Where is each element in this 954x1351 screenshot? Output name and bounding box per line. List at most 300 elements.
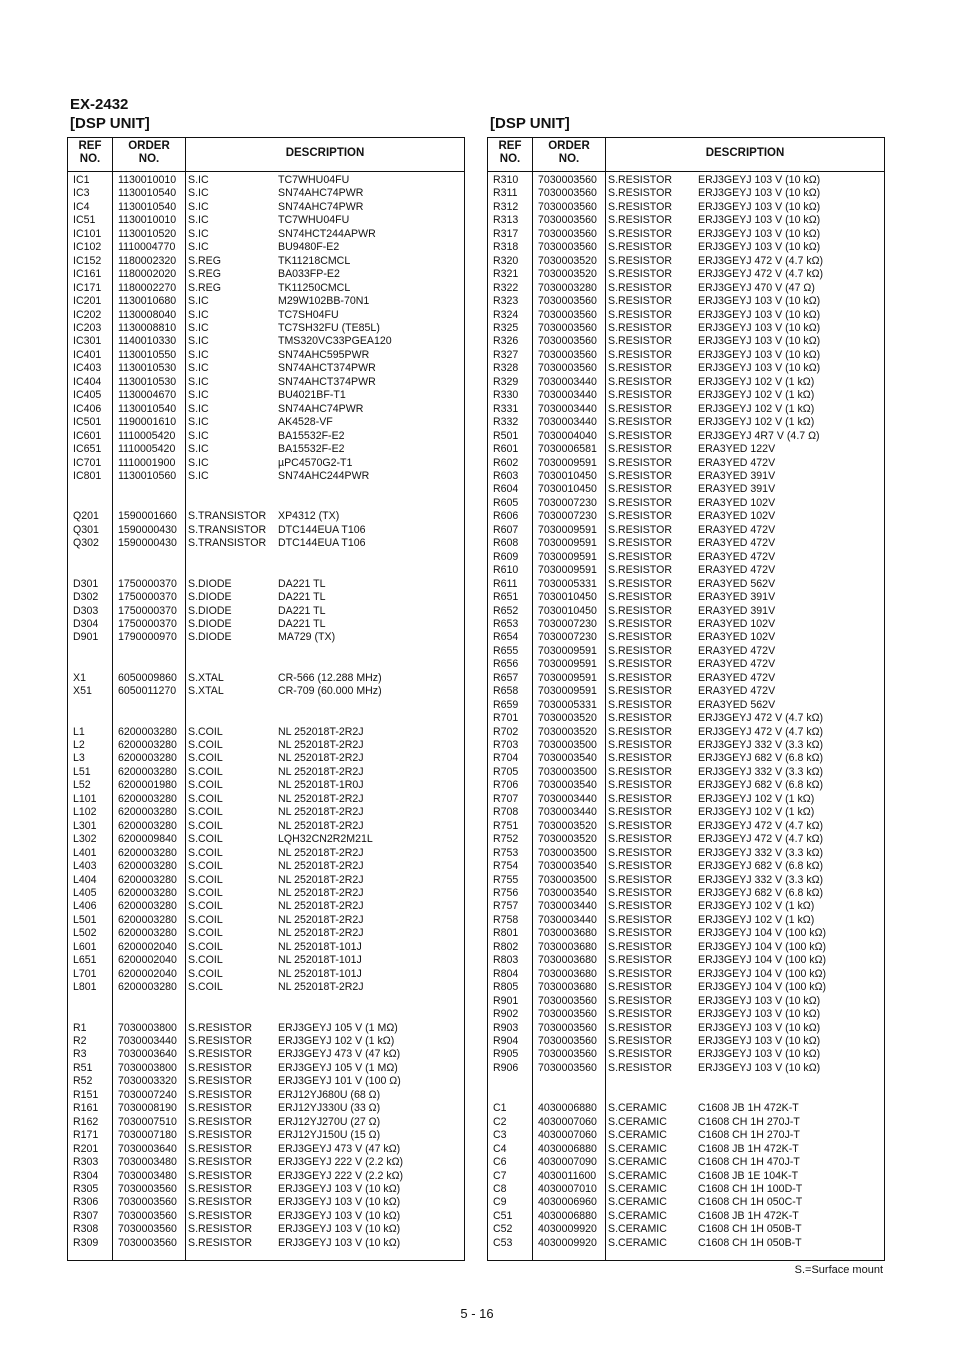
table-row	[68, 578, 464, 591]
table-row	[488, 968, 884, 981]
part-type: S.RESISTOR	[188, 1142, 252, 1155]
part-type: S.COIL	[188, 765, 223, 778]
table-row	[68, 1008, 464, 1021]
table-body	[68, 174, 464, 1250]
part-type: S.RESISTOR	[608, 860, 672, 873]
part-description: ERJ3GEYJ 103 V (10 kΩ)	[698, 335, 821, 348]
part-type: S.RESISTOR	[608, 1008, 672, 1021]
table-row	[68, 672, 464, 685]
order-no: 6050009860	[118, 671, 177, 684]
table-row	[68, 806, 464, 819]
ref-no: R607	[493, 523, 519, 536]
part-description: ERJ3GEYJ 103 V (10 kΩ)	[698, 1048, 821, 1061]
ref-no: R317	[493, 227, 519, 240]
part-type: S.RESISTOR	[608, 214, 672, 227]
ref-no: R655	[493, 644, 519, 657]
table-row	[68, 551, 464, 564]
ref-no: R604	[493, 483, 519, 496]
ref-no: IC601	[73, 429, 102, 442]
part-type: S.COIL	[188, 873, 223, 886]
table-row	[488, 658, 884, 671]
order-no: 7030003560	[538, 1048, 597, 1061]
part-description: DTC144EUA T106	[278, 523, 366, 536]
table-row	[68, 309, 464, 322]
table-row	[68, 483, 464, 496]
order-no: 6050011270	[118, 685, 177, 698]
ref-no: R329	[493, 375, 519, 388]
ref-no: L3	[73, 752, 85, 765]
part-type: S.COIL	[188, 846, 223, 859]
table-row	[488, 860, 884, 873]
part-description: ERJ3GEYJ 332 V (3.3 kΩ)	[698, 873, 824, 886]
table-row	[488, 1196, 884, 1209]
part-description: ERJ3GEYJ 103 V (10 kΩ)	[698, 1035, 821, 1047]
table-row	[488, 820, 884, 833]
part-description: µPC4570G2-T1	[278, 456, 353, 469]
part-type: S.COIL	[188, 779, 223, 792]
part-type: S.REG	[188, 268, 221, 281]
part-description: ERA3YED 472V	[698, 685, 776, 698]
table-row	[488, 564, 884, 577]
part-type: S.IC	[188, 469, 209, 482]
part-description: C1608 CH 1H 050B-T	[698, 1236, 802, 1249]
order-no: 7030007230	[538, 631, 597, 644]
part-type: S.COIL	[188, 860, 223, 873]
order-no: 7030003800	[118, 1061, 177, 1074]
table-row	[68, 1237, 464, 1250]
order-no: 6200003280	[118, 900, 177, 913]
part-type: S.COIL	[188, 900, 223, 913]
table-row	[68, 1210, 464, 1223]
ref-no: R2	[73, 1035, 87, 1047]
part-type: S.RESISTOR	[608, 887, 672, 900]
part-description: SN74AHC595PWR	[278, 348, 370, 361]
part-type: S.RESISTOR	[608, 792, 672, 805]
part-type: S.COIL	[188, 887, 223, 900]
order-no: 7030003320	[118, 1075, 177, 1088]
table-row	[488, 362, 884, 375]
part-description: ERA3YED 472V	[698, 671, 776, 684]
ref-no: R311	[493, 187, 518, 200]
order-no: 6200003280	[118, 860, 177, 873]
part-type: S.RESISTOR	[608, 967, 672, 980]
ref-no: L1	[73, 725, 85, 738]
table-row	[488, 416, 884, 429]
ref-no: IC401	[73, 348, 102, 361]
part-type: S.RESISTOR	[608, 174, 672, 186]
part-type: S.RESISTOR	[608, 577, 672, 590]
part-description: NL 252018T-2R2J	[278, 819, 364, 832]
table-row	[68, 1116, 464, 1129]
order-no: 1130010550	[118, 348, 177, 361]
part-description: ERA3YED 562V	[698, 577, 776, 590]
part-type: S.RESISTOR	[188, 1156, 252, 1169]
table-row	[488, 591, 884, 604]
part-type: S.RESISTOR	[608, 496, 672, 509]
ref-no: IC801	[73, 469, 102, 482]
order-no: 1130010010	[118, 214, 177, 227]
table-row	[68, 793, 464, 806]
table-row	[68, 699, 464, 712]
part-description: ERJ3GEYJ 332 V (3.3 kΩ)	[698, 765, 824, 778]
order-no: 7030003680	[538, 940, 597, 953]
ref-no: R309	[73, 1236, 99, 1249]
order-no: 1110004770	[118, 241, 176, 254]
table-row	[68, 416, 464, 429]
order-no: 6200003280	[118, 927, 177, 940]
ref-no: R602	[493, 456, 519, 469]
ref-no: IC51	[73, 214, 96, 227]
ref-no: R306	[73, 1196, 99, 1209]
order-no: 7030007230	[538, 496, 597, 509]
order-no: 7030003560	[118, 1236, 177, 1249]
order-no: 1130008040	[118, 308, 177, 321]
part-type: S.CERAMIC	[608, 1142, 667, 1155]
order-no: 1110005420	[118, 443, 176, 456]
part-type: S.IC	[188, 456, 209, 469]
part-type: S.RESISTOR	[608, 846, 672, 859]
part-type: S.RESISTOR	[608, 913, 672, 926]
part-type: S.CERAMIC	[608, 1223, 667, 1236]
part-type: S.RESISTOR	[608, 389, 672, 402]
part-description: TC7SH04FU	[278, 308, 339, 321]
order-no: 7030003560	[538, 1008, 597, 1021]
ref-no: IC161	[73, 268, 102, 281]
ref-no: R906	[493, 1061, 519, 1074]
table-row	[488, 712, 884, 725]
part-type: S.DIODE	[188, 617, 232, 630]
part-type: S.RESISTOR	[188, 1088, 252, 1101]
order-no: 6200009840	[118, 833, 177, 846]
part-type: S.RESISTOR	[608, 617, 672, 630]
part-description: SN74HCT244APWR	[278, 227, 376, 240]
table-row	[68, 457, 464, 470]
table-row	[488, 887, 884, 900]
table-row	[68, 322, 464, 335]
part-description: ERJ3GEYJ 103 V (10 kΩ)	[698, 321, 821, 334]
part-type: S.RESISTOR	[608, 402, 672, 415]
ref-no: L301	[73, 819, 97, 832]
header-description: DESCRIPTION	[285, 147, 365, 159]
ref-no: C9	[493, 1196, 507, 1209]
order-no: 7030003520	[538, 725, 597, 738]
part-description: ERJ3GEYJ 105 V (1 MΩ)	[278, 1021, 398, 1034]
part-description: C1608 CH 1H 100D-T	[698, 1182, 803, 1195]
ref-no: R754	[493, 860, 519, 873]
ref-no: R328	[493, 362, 519, 375]
order-no: 7030003800	[118, 1021, 177, 1034]
part-type: S.RESISTOR	[608, 362, 672, 375]
part-description: ERJ3GEYJ 332 V (3.3 kΩ)	[698, 846, 824, 859]
order-no: 7030009591	[538, 523, 597, 536]
part-description: ERA3YED 472V	[698, 456, 776, 469]
ref-no: L302	[73, 833, 97, 846]
ref-no: R501	[493, 429, 519, 442]
ref-no: R331	[493, 402, 519, 415]
table-row	[68, 470, 464, 483]
part-type: S.IC	[188, 348, 209, 361]
part-description: ERJ3GEYJ 103 V (10 kΩ)	[278, 1236, 401, 1249]
part-description: NL 252018T-2R2J	[278, 725, 364, 738]
table-row	[488, 739, 884, 752]
order-no: 6200003280	[118, 846, 177, 859]
part-description: BU4021BF-T1	[278, 389, 346, 402]
part-type: S.RESISTOR	[608, 281, 672, 294]
table-row	[488, 726, 884, 739]
part-description: DA221 TL	[278, 604, 326, 617]
table-row	[488, 618, 884, 631]
table-row	[488, 389, 884, 402]
table-row	[68, 927, 464, 940]
part-type: S.RESISTOR	[608, 1021, 672, 1034]
table-row	[488, 1022, 884, 1035]
ref-no: R654	[493, 631, 519, 644]
table-row	[488, 954, 884, 967]
order-no: 7030003560	[538, 348, 597, 361]
table-row	[68, 1170, 464, 1183]
table-row	[68, 739, 464, 752]
part-type: S.RESISTOR	[188, 1236, 252, 1249]
order-no: 7030003480	[118, 1156, 177, 1169]
part-description: ERJ3GEYJ 103 V (10 kΩ)	[698, 174, 821, 186]
order-no: 7030003560	[538, 321, 597, 334]
order-no: 7030009591	[538, 644, 597, 657]
order-no: 1750000370	[118, 591, 177, 604]
right-section-title: [DSP UNIT]	[490, 115, 570, 132]
table-row	[68, 591, 464, 604]
surface-mount-note: S.=Surface mount	[794, 1264, 883, 1276]
part-type: S.RESISTOR	[608, 739, 672, 752]
order-no: 6200002040	[118, 967, 177, 980]
table-row	[68, 954, 464, 967]
table-row	[488, 228, 884, 241]
part-type: S.RESISTOR	[608, 321, 672, 334]
part-description: ERA3YED 562V	[698, 698, 776, 711]
order-no: 1190001610	[118, 416, 177, 429]
header-divider	[68, 171, 464, 172]
table-row	[68, 860, 464, 873]
part-description: C1608 CH 1H 050C-T	[698, 1196, 803, 1209]
order-no: 1130010680	[118, 295, 177, 308]
order-no: 7030003440	[538, 375, 597, 388]
part-description: ERA3YED 122V	[698, 443, 776, 456]
ref-no: R802	[493, 940, 519, 953]
order-no: 7030003680	[538, 981, 597, 994]
part-type: S.RESISTOR	[608, 806, 672, 819]
table-row	[488, 349, 884, 362]
part-type: S.REG	[188, 254, 221, 267]
part-description: ERJ3GEYJ 4R7 V (4.7 Ω)	[698, 429, 820, 442]
ref-no: R332	[493, 416, 519, 429]
table-row	[68, 1143, 464, 1156]
order-no: 7030003560	[538, 295, 597, 308]
part-type: S.IC	[188, 174, 209, 186]
part-description: TC7WHU04FU	[278, 174, 350, 186]
ref-no: L2	[73, 739, 85, 752]
part-type: S.RESISTOR	[608, 510, 672, 523]
table-row	[488, 914, 884, 927]
part-description: NL 252018T-2R2J	[278, 927, 364, 940]
ref-no: R657	[493, 671, 519, 684]
part-description: ERA3YED 391V	[698, 604, 776, 617]
part-type: S.COIL	[188, 981, 223, 994]
ref-no: L406	[73, 900, 97, 913]
table-row	[68, 1022, 464, 1035]
part-type: S.IC	[188, 321, 209, 334]
table-row	[488, 1116, 884, 1129]
part-description: CR-566 (12.288 MHz)	[278, 671, 382, 684]
ref-no: R652	[493, 604, 519, 617]
ref-no: R308	[73, 1223, 99, 1236]
part-description: ERJ3GEYJ 472 V (4.7 kΩ)	[698, 819, 824, 832]
order-no: 7030003280	[538, 281, 597, 294]
order-no: 7030007230	[538, 510, 597, 523]
part-description: MA729 (TX)	[278, 631, 336, 644]
order-no: 7030003440	[538, 913, 597, 926]
parts-table-right	[487, 137, 885, 1261]
part-description: SN74AHC74PWR	[278, 187, 364, 200]
order-no: 7030009591	[538, 550, 597, 563]
ref-no: R323	[493, 295, 519, 308]
part-description: ERJ3GEYJ 104 V (100 kΩ)	[698, 967, 827, 980]
order-no: 6200002040	[118, 940, 177, 953]
order-no: 7030003540	[538, 887, 597, 900]
order-no: 6200003280	[118, 913, 177, 926]
part-description: ERJ3GEYJ 472 V (4.7 kΩ)	[698, 712, 824, 725]
part-type: S.RESISTOR	[608, 227, 672, 240]
part-description: ERA3YED 472V	[698, 644, 776, 657]
ref-no: IC202	[73, 308, 102, 321]
part-type: S.RESISTOR	[608, 348, 672, 361]
table-row	[488, 537, 884, 550]
order-no: 1130010540	[118, 200, 177, 213]
ref-no: R327	[493, 348, 519, 361]
ref-no: R304	[73, 1169, 99, 1182]
header-ref: REF NO.	[498, 140, 522, 165]
part-description: ERJ3GEYJ 472 V (4.7 kΩ)	[698, 725, 824, 738]
table-row	[68, 968, 464, 981]
part-description: ERA3YED 102V	[698, 510, 776, 523]
part-type: S.RESISTOR	[608, 200, 672, 213]
ref-no: L801	[73, 981, 97, 994]
part-description: ERJ3GEYJ 103 V (10 kΩ)	[698, 227, 821, 240]
ref-no: R303	[73, 1156, 99, 1169]
part-description: LQH32CN2R2M21L	[278, 833, 373, 846]
part-type: S.CERAMIC	[608, 1196, 667, 1209]
table-row	[68, 228, 464, 241]
part-description: DA221 TL	[278, 617, 326, 630]
order-no: 6200001980	[118, 779, 177, 792]
ref-no: IC403	[73, 362, 102, 375]
ref-no: L501	[73, 913, 97, 926]
ref-no: X51	[73, 685, 92, 698]
table-row	[68, 403, 464, 416]
order-no: 7030003560	[118, 1223, 177, 1236]
order-no: 7030005331	[538, 698, 597, 711]
order-no: 7030003560	[538, 308, 597, 321]
table-row	[488, 1129, 884, 1142]
ref-no: R325	[493, 321, 519, 334]
part-type: S.COIL	[188, 739, 223, 752]
order-no: 7030003440	[538, 389, 597, 402]
table-row	[488, 282, 884, 295]
order-no: 7030003560	[538, 1061, 597, 1074]
table-row	[488, 551, 884, 564]
part-description: C1608 JB 1H 472K-T	[698, 1209, 799, 1222]
order-no: 4030007010	[538, 1182, 597, 1195]
table-row	[488, 255, 884, 268]
table-row	[68, 847, 464, 860]
order-no: 6200003280	[118, 887, 177, 900]
ref-no: R1	[73, 1021, 87, 1034]
table-row	[488, 847, 884, 860]
part-description: ERJ3GEYJ 104 V (100 kΩ)	[698, 940, 827, 953]
part-description: ERJ3GEYJ 103 V (10 kΩ)	[278, 1182, 401, 1195]
part-type: S.DIODE	[188, 604, 232, 617]
part-type: S.COIL	[188, 927, 223, 940]
header-divider	[488, 171, 884, 172]
part-type: S.RESISTOR	[608, 268, 672, 281]
part-type: S.COIL	[188, 940, 223, 953]
table-row	[68, 1156, 464, 1169]
table-row	[68, 833, 464, 846]
order-no: 7030003680	[538, 927, 597, 940]
order-no: 1130004670	[118, 389, 177, 402]
part-description: C1608 CH 1H 470J-T	[698, 1156, 800, 1169]
part-description: TC7WHU04FU	[278, 214, 350, 227]
part-type: S.IC	[188, 416, 209, 429]
order-no: 7030010450	[538, 604, 597, 617]
table-row	[68, 389, 464, 402]
order-no: 7030009591	[538, 658, 597, 671]
part-description: ERJ3GEYJ 104 V (100 kΩ)	[698, 981, 827, 994]
table-row	[488, 766, 884, 779]
part-type: S.RESISTOR	[188, 1048, 252, 1061]
order-no: 4030006880	[538, 1209, 597, 1222]
table-row	[488, 322, 884, 335]
table-row	[68, 443, 464, 456]
part-type: S.RESISTOR	[608, 443, 672, 456]
part-type: S.CERAMIC	[608, 1182, 667, 1195]
order-no: 7030003440	[538, 416, 597, 429]
part-description: ERA3YED 472V	[698, 564, 776, 577]
order-no: 4030006880	[538, 1142, 597, 1155]
table-row	[68, 1075, 464, 1088]
table-row	[68, 658, 464, 671]
part-description: ERA3YED 472V	[698, 550, 776, 563]
part-description: TMS320VC33PGEA120	[278, 335, 392, 348]
part-description: NL 252018T-1R0J	[278, 779, 364, 792]
order-no: 7030003500	[538, 739, 597, 752]
parts-table-left	[67, 137, 465, 1261]
order-no: 7030009591	[538, 456, 597, 469]
ref-no: IC203	[73, 321, 102, 334]
part-description: BA15532F-E2	[278, 429, 345, 442]
ref-no: R320	[493, 254, 519, 267]
ref-no: IC3	[73, 187, 90, 200]
part-description: ERJ3GEYJ 222 V (2.2 kΩ)	[278, 1156, 404, 1169]
part-type: S.RESISTOR	[608, 375, 672, 388]
part-description: NL 252018T-2R2J	[278, 806, 364, 819]
table-row	[488, 201, 884, 214]
order-no: 4030009920	[538, 1223, 597, 1236]
part-description: ERJ12YJ680U (68 Ω)	[278, 1088, 381, 1101]
ref-no: IC701	[73, 456, 102, 469]
ref-no: R313	[493, 214, 519, 227]
order-no: 1590001660	[118, 510, 177, 523]
part-type: S.COIL	[188, 806, 223, 819]
table-row	[68, 1196, 464, 1209]
